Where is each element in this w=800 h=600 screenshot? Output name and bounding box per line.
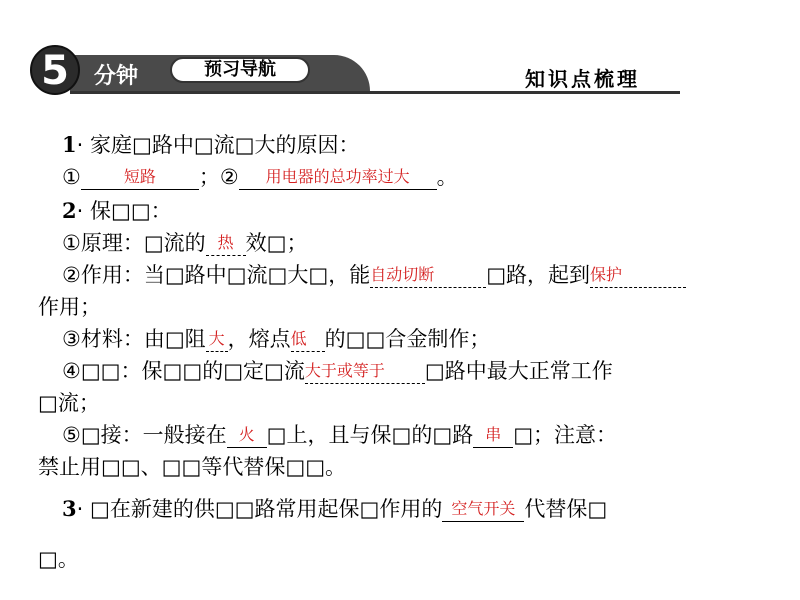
- item-2-title: [62, 198, 172, 224]
- item-2-answer-wire: 火: [238, 425, 255, 444]
- item-2-l1-pre: ①原理：□流的: [62, 231, 206, 255]
- item-2-answer-melting: 低: [290, 329, 307, 348]
- item-2-l5-cont: 禁止用□□、□□等代替保□□。: [38, 455, 347, 479]
- item-2-answer-resistance: 大: [208, 329, 225, 348]
- item-2-answer-principle: 热: [217, 233, 234, 252]
- item-2-l4-post: □路中最大正常工作: [424, 359, 613, 383]
- item-1-blank-1[interactable]: [81, 167, 199, 190]
- item-2-blank-rating[interactable]: [305, 361, 425, 384]
- item-3-line-cont: [38, 546, 79, 572]
- item-2-l3-post: 的□□合金制作；: [324, 327, 491, 351]
- item-2-l1-post: 效□；: [245, 231, 308, 255]
- item-1-end: 。: [436, 165, 458, 189]
- item-2-l2-pre: ②作用：当□路中□流□大□，能: [62, 263, 371, 287]
- item-2-l5-post: □；注意：: [513, 423, 618, 447]
- item-1-circle-2: ②: [219, 165, 239, 189]
- item-2-line-3: [62, 326, 490, 352]
- item-2-blank-resistance[interactable]: [206, 329, 228, 352]
- item-2-blank-principle[interactable]: [206, 233, 246, 256]
- item-2-blank-melting[interactable]: [291, 329, 325, 352]
- header-minutes-label: 分钟: [94, 64, 139, 89]
- lesson-header: [30, 45, 650, 95]
- item-2-number: 2: [62, 198, 77, 223]
- item-2-answer-function-1: 自动切断: [370, 265, 435, 284]
- item-2-l5-mid: □上，且与保□的□路: [266, 423, 474, 447]
- item-3-blank[interactable]: [442, 499, 524, 522]
- section-title: 知识点梳理: [525, 67, 640, 91]
- item-2-l4-cont: □流；: [38, 391, 100, 415]
- item-2-line-5-cont: [38, 454, 346, 480]
- item-2-line-1: [62, 230, 308, 256]
- item-2-blank-connection[interactable]: [473, 425, 513, 448]
- item-1-answers: [62, 164, 458, 190]
- item-1-blank-2[interactable]: [239, 167, 437, 190]
- item-3-sep: ·: [76, 497, 84, 521]
- item-3-number: 3: [62, 496, 77, 521]
- item-1-answer-1: 短路: [123, 167, 156, 186]
- item-1-sep: ·: [76, 133, 84, 157]
- item-3-cont: □。: [38, 547, 79, 571]
- badge-number: 5: [41, 48, 69, 94]
- item-1-answer-2: 用电器的总功率过大: [265, 167, 410, 186]
- preview-nav-pill: 预习导航: [170, 57, 310, 83]
- item-1-title: [62, 132, 360, 158]
- item-1-semicolon: ；: [198, 165, 220, 189]
- item-2-l4-pre: ④□□：保□□的□定□流: [62, 359, 305, 383]
- item-2-l2-cont: 作用；: [38, 295, 101, 319]
- item-2-l3-pre: ③材料：由□阻: [62, 327, 206, 351]
- item-2-answer-rating: 大于或等于: [304, 361, 385, 380]
- item-2-l2-mid: □路，起到: [486, 263, 591, 287]
- item-2-blank-function-1[interactable]: [370, 265, 486, 288]
- item-2-text: 保□□：: [90, 199, 172, 223]
- item-2-line-4-cont: [38, 390, 100, 416]
- item-3-answer: 空气开关: [451, 499, 516, 518]
- item-2-line-2: [62, 262, 686, 288]
- item-3-line: [62, 496, 607, 522]
- item-1-circle-1: ①: [62, 165, 81, 189]
- item-2-sep: ·: [76, 199, 84, 223]
- item-3-post: 代替保□: [524, 497, 608, 521]
- item-2-answer-connection: 串: [485, 425, 502, 444]
- item-2-line-4: [62, 358, 613, 384]
- item-2-line-2-cont: [38, 294, 101, 320]
- item-2-answer-function-2: 保护: [590, 265, 623, 284]
- item-2-line-5: [62, 422, 617, 448]
- item-2-l3-mid: ，熔点: [227, 327, 291, 351]
- item-2-blank-function-2[interactable]: [590, 265, 686, 288]
- item-2-l5-pre: ⑤□接：一般接在: [62, 423, 227, 447]
- item-1-number: 1: [62, 132, 77, 157]
- item-2-blank-wire[interactable]: [227, 425, 267, 448]
- item-1-text: 家庭□路中□流□大的原因：: [90, 133, 360, 157]
- item-3-pre: □在新建的供□□路常用起保□作用的: [90, 497, 443, 521]
- number-badge: [30, 45, 80, 95]
